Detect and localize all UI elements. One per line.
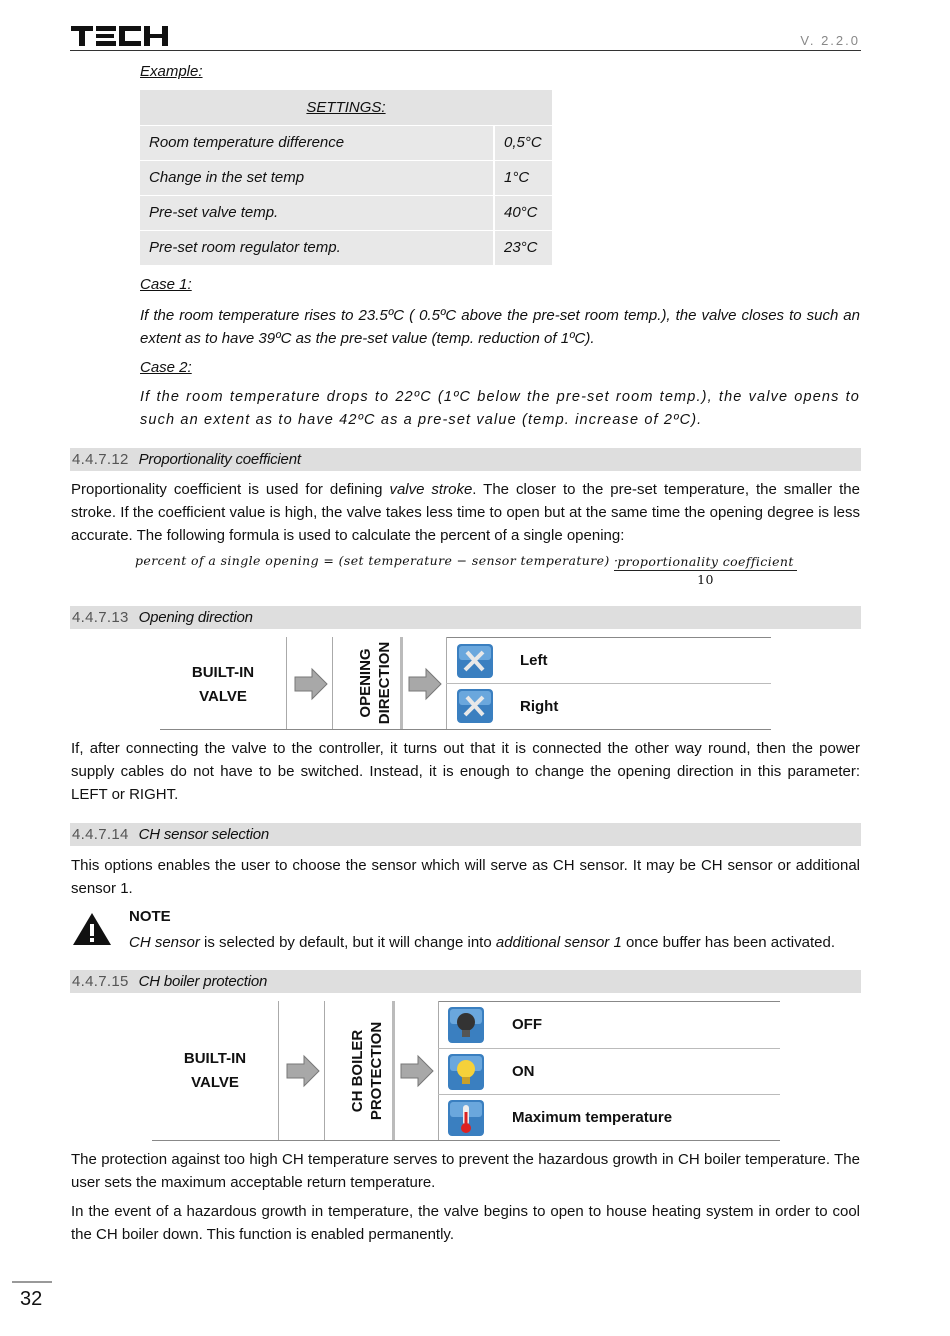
formula-left: percent of a single opening = (set temperature − sensor temperature) ·	[135, 553, 619, 568]
option-right: Right	[520, 698, 559, 715]
option-off: OFF	[512, 1016, 542, 1033]
note-text-part: once buffer has been activated.	[621, 934, 836, 951]
section-heading-boiler-protection	[70, 970, 861, 993]
case1-label: Case 1:	[140, 276, 192, 293]
diagram-source-line: VALVE	[199, 688, 247, 705]
formula-fraction	[614, 554, 797, 587]
section-number: 4.4.7.14	[72, 826, 129, 843]
arrow-right-icon	[400, 1054, 434, 1088]
settings-table	[140, 90, 552, 266]
setting-name: Pre-set valve temp.	[140, 195, 494, 230]
diagram-source-line: BUILT-IN	[191, 664, 255, 681]
setting-value: 40°C	[494, 195, 552, 230]
diagram-source-label	[152, 1047, 278, 1095]
arrow-right-icon	[408, 667, 442, 701]
diagram-top-rule	[438, 1001, 780, 1002]
section-title: Opening direction	[138, 609, 253, 626]
section-title: Proportionality coefficient	[138, 451, 301, 468]
diagram-row-divider	[438, 1094, 780, 1095]
setting-name: Room temperature difference	[140, 125, 494, 160]
bulb-on-icon	[448, 1054, 484, 1090]
header-divider	[70, 50, 861, 51]
footer-rule	[12, 1281, 52, 1283]
opening-direction-diagram	[160, 637, 771, 731]
proportionality-paragraph	[71, 478, 860, 547]
setting-name: Change in the set temp	[140, 160, 494, 195]
note-title: NOTE	[129, 908, 171, 925]
diagram-row-divider	[438, 1048, 780, 1049]
tools-icon	[457, 644, 493, 678]
table-row	[140, 160, 552, 195]
setting-value: 0,5°C	[494, 125, 552, 160]
paragraph-emphasis: valve stroke	[389, 481, 473, 498]
diagram-divider	[278, 1001, 279, 1140]
diagram-row-divider	[446, 683, 771, 684]
page-number: 32	[20, 1288, 43, 1310]
diagram-mid-line: PROTECTION	[368, 1021, 385, 1121]
settings-table-header: SETTINGS:	[140, 90, 552, 125]
version-label: V. 2.2.0	[800, 33, 860, 48]
note-emphasis: additional sensor 1	[495, 934, 622, 951]
ch-sensor-paragraph: This options enables the user to choose the sensor which will serve as CH sensor. It may be CH sensor or additional sensor 1.	[71, 857, 860, 897]
diagram-mid-line: CH BOILER	[349, 1029, 366, 1113]
example-label: Example:	[140, 63, 203, 80]
section-title: CH sensor selection	[138, 826, 270, 843]
table-row	[140, 195, 552, 230]
diagram-divider	[286, 637, 287, 729]
option-on: ON	[512, 1063, 535, 1080]
diagram-bottom-rule	[152, 1140, 780, 1141]
diagram-mid-label	[348, 1011, 385, 1131]
diagram-source-line: VALVE	[191, 1074, 239, 1091]
diagram-divider	[400, 637, 403, 729]
case1-text: If the room temperature rises to 23.5ºC ( 0.5ºC above the pre-set room temp.), the valve closes to such an extent as to have 39ºC as the pre-set value (temp. reduction of 1ºC).	[140, 307, 860, 347]
bulb-off-icon	[448, 1007, 484, 1043]
tools-icon	[457, 689, 493, 723]
paragraph-text: . The closer to the pre-set temperature, the smaller the stroke. If the coefficient value is high, the valve takes less time to open but at the same time the opening degree is less accurate. The following formula is used to calculate the percent of a single opening:	[71, 481, 860, 544]
paragraph-text: Proportionality coefficient is used for defining	[71, 481, 390, 498]
warning-icon	[72, 911, 112, 947]
diagram-top-rule	[446, 637, 771, 638]
tech-logo	[71, 24, 171, 48]
section-heading-opening-direction	[70, 606, 861, 629]
opening-direction-paragraph: If, after connecting the valve to the controller, it turns out that it is connected the other way round, then the power supply cables do not have to be switched. Instead, it is enough to change the opening direction in this parameter: LEFT or RIGHT.	[71, 740, 860, 803]
setting-value: 1°C	[494, 160, 552, 195]
section-heading-proportionality	[70, 448, 861, 471]
diagram-mid-line: DIRECTION	[376, 641, 393, 725]
diagram-divider	[324, 1001, 325, 1140]
setting-value: 23°C	[494, 230, 552, 265]
setting-name: Pre-set room regulator temp.	[140, 230, 494, 265]
diagram-divider	[392, 1001, 395, 1140]
section-number: 4.4.7.15	[72, 973, 129, 990]
formula-denominator: 10	[697, 572, 714, 587]
formula-numerator: proportionality coefficient	[614, 554, 797, 571]
diagram-source-label	[160, 661, 286, 709]
note-emphasis: CH sensor	[129, 934, 200, 951]
case2-text: If the room temperature drops to 22ºC (1ºC below the pre-set room temp.), the valve opens to such an extent as to have 42ºC as a pre-set value (temp. increase of 2ºC).	[140, 389, 860, 428]
option-max-temperature: Maximum temperature	[512, 1109, 673, 1126]
boiler-protection-paragraph-1: The protection against too high CH temperature serves to prevent the hazardous growth in CH boiler temperature. The user sets the maximum acceptable return temperature.	[71, 1151, 860, 1191]
table-row	[140, 125, 552, 160]
table-row	[140, 230, 552, 265]
arrow-right-icon	[294, 667, 328, 701]
section-number: 4.4.7.13	[72, 609, 129, 626]
note-text	[129, 931, 899, 954]
boiler-protection-diagram	[152, 1001, 780, 1141]
diagram-source-line: BUILT-IN	[183, 1050, 247, 1067]
case2-label: Case 2:	[140, 359, 192, 376]
diagram-mid-label	[356, 635, 393, 731]
thermometer-icon	[448, 1100, 484, 1136]
diagram-divider	[332, 637, 333, 729]
section-number: 4.4.7.12	[72, 451, 129, 468]
note-text-part: is selected by default, but it will change into	[199, 934, 496, 951]
diagram-divider	[438, 1001, 439, 1140]
section-heading-ch-sensor	[70, 823, 861, 846]
section-title: CH boiler protection	[138, 973, 268, 990]
option-left: Left	[520, 652, 548, 669]
diagram-bottom-rule	[160, 729, 771, 730]
boiler-protection-paragraph-2: In the event of a hazardous growth in temperature, the valve begins to open to house heating system in order to cool the CH boiler down. This function is enabled permanently.	[71, 1203, 860, 1243]
diagram-mid-line: OPENING	[357, 648, 374, 718]
arrow-right-icon	[286, 1054, 320, 1088]
